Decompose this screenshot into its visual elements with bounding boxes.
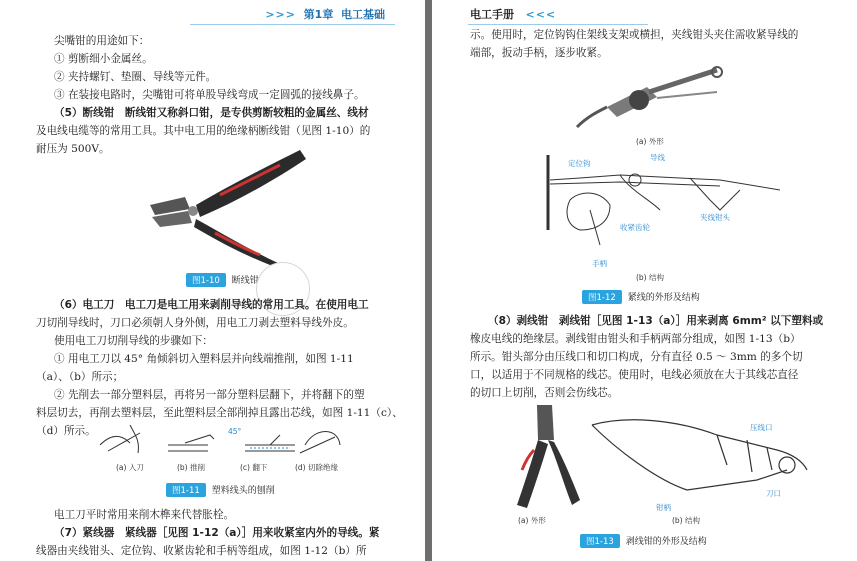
text-line: 线器由夹线钳头、定位钩、收紧齿轮和手柄等组成，如图 1-12（b）所: [36, 545, 367, 557]
text-line: ① 用电工刀以 45° 角倾斜切入塑料层并向线端推削，如图 1-11: [54, 353, 354, 365]
text-line: （a）、（b）所示；: [36, 371, 124, 383]
subfigure-label: (c) 翻下: [240, 463, 268, 472]
callout-crimp-port: 压线口: [750, 423, 773, 432]
section-heading-stripper: （8）剥线钳 剥线钳［见图 1-13（a）］用来剥离 6mm² 以下塑料或: [488, 315, 824, 327]
subfigure-label: (d) 切除绝缘: [295, 463, 338, 472]
subfigure-label: (a) 外形: [636, 137, 664, 146]
book-header: [470, 6, 556, 22]
callout-blade-port: 刀口: [766, 489, 781, 498]
figure-caption-1-12: [582, 290, 700, 304]
text-line: 的切口上切削，否则会伤线芯。: [470, 387, 619, 399]
figure-caption-1-10: [186, 273, 259, 287]
book-title: 电工手册: [470, 8, 514, 21]
text-line: ② 先削去一部分塑料层，再将另一部分塑料层翻下，并将翻下的塑: [54, 389, 365, 401]
text-line: 电工刀平时常用来削木榫来代替胀栓。: [54, 509, 235, 521]
callout-grip: 钳柄: [656, 503, 671, 512]
tensioner-photo: [567, 62, 727, 132]
right-page: [432, 0, 857, 561]
figure-number: 图1-11: [166, 483, 206, 497]
figure-number: 图1-13: [580, 534, 620, 548]
figure-caption-1-11: [166, 483, 275, 497]
text-line: ② 夹持螺钉、垫圈、导线等元件。: [54, 71, 217, 83]
diagonal-cutter-figure: [130, 145, 310, 265]
subfigure-label: (a) 入刀: [116, 463, 144, 472]
callout-wire: 导线: [650, 153, 665, 162]
header-rule: [468, 24, 648, 25]
subfigure-label: (b) 推削: [177, 463, 205, 472]
figure-title: 塑料线头的刨削: [211, 486, 275, 496]
text-line: 端部，扳动手柄，逐步收紧。: [470, 47, 608, 59]
angle-label: 45°: [228, 427, 242, 436]
left-page: [0, 0, 425, 561]
text-line: 尖嘴钳的用途如下：: [54, 35, 150, 47]
subfigure-label: (b) 结构: [636, 273, 664, 282]
chapter-number: 第1章: [303, 8, 334, 21]
header-rule: [190, 24, 395, 25]
wire-stripper-structure-diagram: [587, 410, 817, 505]
callout-handle: 手柄: [592, 259, 607, 268]
wire-stripping-figure: [90, 415, 350, 463]
text-line: 示。使用时，定位钩钩住架线支架或横担，夹线钳头夹住需收紧导线的: [470, 29, 799, 41]
figure-number: 图1-10: [186, 273, 226, 287]
chapter-title: 电工基础: [341, 8, 385, 21]
subfigure-label: (a) 外形: [518, 516, 546, 525]
text-line: 所示。钳头部分由压线口和切口构成，分有直径 0.5 ～ 3mm 的多个切: [470, 351, 803, 363]
chevron-icon: <<<: [525, 8, 557, 21]
figure-title: 剥线钳的外形及结构: [625, 537, 707, 547]
section-heading-tensioner: （7）紧线器 紧线器［见图 1-12（a）］用来收紧室内外的导线。紧: [54, 527, 380, 539]
text-line: 料层切去，再削去塑料层，至此塑料层全部削掉且露出芯线，如图 1-11（c）、（d）所示。: [36, 407, 403, 437]
text-line: 使用电工刀切削导线的步骤如下：: [54, 335, 213, 347]
text-line: 口，以适用于不同规格的线芯。使用时，电线必须放在大于其线芯直径: [470, 369, 799, 381]
callout-gear: 收紧齿轮: [620, 223, 650, 232]
figure-number: 图1-12: [582, 290, 622, 304]
text-line: 橡皮电线的绝缘层。剥线钳由钳头和手柄两部分组成，如图 1-13（b）: [470, 333, 801, 345]
section-heading-knife: （6）电工刀 电工刀是电工用来剥削导线的常用工具。在使用电工: [54, 299, 369, 311]
figure-title: 紧线的外形及结构: [627, 293, 700, 303]
page-gutter: [425, 0, 432, 561]
text-line: 刀切削导线时，刀口必须朝人身外侧，用电工刀剥去塑料导线外皮。: [36, 317, 354, 329]
section-heading-pliers: （5）断线钳 断线钳又称斜口钳，是专供剪断较粗的金属丝、线材: [54, 107, 369, 119]
chevron-icon: >>>: [265, 8, 296, 21]
callout-clamp-head: 夹线钳头: [700, 213, 730, 222]
figure-caption-1-13: [580, 534, 707, 548]
chapter-header: [265, 6, 385, 22]
figure-title: 断线钳: [231, 276, 259, 286]
text-line: ① 剪断细小金属丝。: [54, 53, 153, 65]
text-line: 及电线电缆等的常用工具。其中电工用的绝缘柄断线钳（见图 1-10）的: [36, 125, 371, 137]
subfigure-label: (b) 结构: [672, 516, 700, 525]
callout-positioning-hook: 定位钩: [568, 159, 591, 168]
text-line: 耐压为 500V。: [36, 143, 110, 155]
text-line: ③ 在装接电路时，尖嘴钳可将单股导线弯成一定圆弧的接线鼻子。: [54, 89, 365, 101]
wire-stripper-photo: [502, 400, 592, 510]
